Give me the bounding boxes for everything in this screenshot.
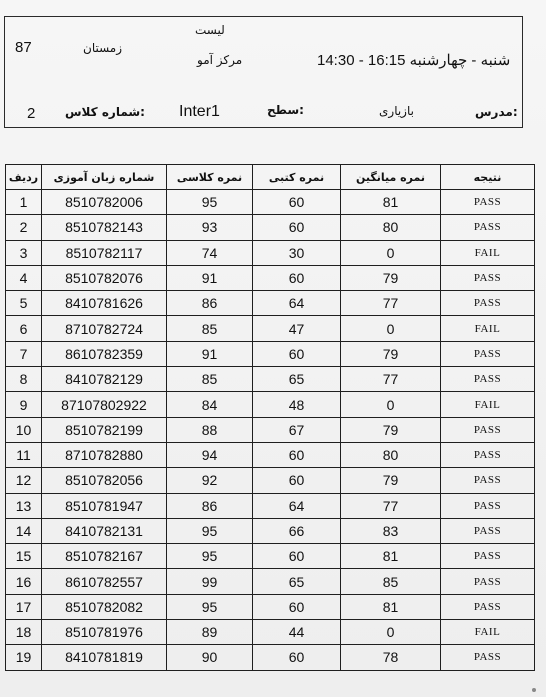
table-row xyxy=(6,468,535,493)
list-title: لیست xyxy=(195,23,225,37)
cell-student-id: 8510782199 xyxy=(42,417,167,442)
teacher-value: بازیاری xyxy=(379,104,414,118)
cell-student-id: 8510781976 xyxy=(42,620,167,645)
cell-average-grade: 79 xyxy=(341,468,441,493)
table-row xyxy=(6,341,535,366)
table-row xyxy=(6,493,535,518)
cell-average-grade: 0 xyxy=(341,392,441,417)
table-row xyxy=(6,316,535,341)
cell-average-grade: 81 xyxy=(341,544,441,569)
cell-result: PASS xyxy=(441,215,535,240)
cell-class-grade: 91 xyxy=(167,341,253,366)
cell-student-id: 8510782006 xyxy=(42,190,167,215)
header-average-grade: نمره میانگین xyxy=(341,165,441,190)
cell-average-grade: 78 xyxy=(341,645,441,670)
cell-row-number: 8 xyxy=(6,367,42,392)
cell-row-number: 9 xyxy=(6,392,42,417)
cell-student-id: 8510782167 xyxy=(42,544,167,569)
cell-row-number: 15 xyxy=(6,544,42,569)
center-name: مرکز آمو xyxy=(197,53,243,67)
cell-result: FAIL xyxy=(441,392,535,417)
cell-student-id: 8610782359 xyxy=(42,341,167,366)
table-row xyxy=(6,392,535,417)
table-row xyxy=(6,265,535,290)
cell-average-grade: 85 xyxy=(341,569,441,594)
cell-row-number: 5 xyxy=(6,291,42,316)
cell-average-grade: 0 xyxy=(341,240,441,265)
cell-average-grade: 80 xyxy=(341,442,441,467)
table-row xyxy=(6,518,535,543)
cell-written-grade: 67 xyxy=(253,417,341,442)
cell-result: FAIL xyxy=(441,316,535,341)
cell-result: PASS xyxy=(441,569,535,594)
cell-written-grade: 30 xyxy=(253,240,341,265)
cell-class-grade: 95 xyxy=(167,190,253,215)
table-row xyxy=(6,240,535,265)
cell-row-number: 1 xyxy=(6,190,42,215)
cell-student-id: 8410781626 xyxy=(42,291,167,316)
cell-class-grade: 93 xyxy=(167,215,253,240)
cell-result: PASS xyxy=(441,190,535,215)
cell-student-id: 8510781947 xyxy=(42,493,167,518)
cell-row-number: 14 xyxy=(6,518,42,543)
cell-student-id: 8510782143 xyxy=(42,215,167,240)
table-row xyxy=(6,291,535,316)
cell-result: PASS xyxy=(441,518,535,543)
level-value: Inter1 xyxy=(179,103,220,120)
cell-row-number: 12 xyxy=(6,468,42,493)
cell-student-id: 8710782880 xyxy=(42,442,167,467)
cell-written-grade: 60 xyxy=(253,645,341,670)
header-row-number: ردیف xyxy=(6,165,42,190)
cell-student-id: 8510782076 xyxy=(42,265,167,290)
cell-average-grade: 79 xyxy=(341,265,441,290)
cell-student-id: 8410782131 xyxy=(42,518,167,543)
cell-average-grade: 81 xyxy=(341,594,441,619)
cell-written-grade: 60 xyxy=(253,468,341,493)
header-result: نتیجه xyxy=(441,165,535,190)
class-number-value: 2 xyxy=(27,105,36,122)
cell-class-grade: 95 xyxy=(167,544,253,569)
cell-result: PASS xyxy=(441,291,535,316)
cell-average-grade: 81 xyxy=(341,190,441,215)
cell-average-grade: 80 xyxy=(341,215,441,240)
cell-class-grade: 85 xyxy=(167,316,253,341)
cell-result: PASS xyxy=(441,367,535,392)
cell-row-number: 13 xyxy=(6,493,42,518)
term-year: 87 xyxy=(15,39,32,56)
cell-result: PASS xyxy=(441,645,535,670)
header-box xyxy=(4,16,523,128)
table-header-row xyxy=(6,165,535,190)
cell-student-id: 8410781819 xyxy=(42,645,167,670)
cell-row-number: 10 xyxy=(6,417,42,442)
header-student-id: شماره زبان آموزی xyxy=(42,165,167,190)
cell-class-grade: 86 xyxy=(167,493,253,518)
cell-result: PASS xyxy=(441,417,535,442)
cell-class-grade: 89 xyxy=(167,620,253,645)
cell-student-id: 87107802922 xyxy=(42,392,167,417)
scan-speck xyxy=(532,688,536,692)
cell-row-number: 3 xyxy=(6,240,42,265)
table-body xyxy=(6,190,535,671)
cell-result: PASS xyxy=(441,544,535,569)
cell-row-number: 11 xyxy=(6,442,42,467)
cell-row-number: 2 xyxy=(6,215,42,240)
cell-class-grade: 86 xyxy=(167,291,253,316)
cell-class-grade: 84 xyxy=(167,392,253,417)
cell-class-grade: 94 xyxy=(167,442,253,467)
cell-written-grade: 60 xyxy=(253,341,341,366)
table-row xyxy=(6,442,535,467)
table-row xyxy=(6,594,535,619)
table-row xyxy=(6,544,535,569)
cell-average-grade: 0 xyxy=(341,316,441,341)
table-row xyxy=(6,367,535,392)
cell-result: FAIL xyxy=(441,240,535,265)
cell-written-grade: 60 xyxy=(253,190,341,215)
cell-class-grade: 74 xyxy=(167,240,253,265)
cell-class-grade: 95 xyxy=(167,518,253,543)
table-row xyxy=(6,645,535,670)
table-row xyxy=(6,215,535,240)
cell-written-grade: 60 xyxy=(253,215,341,240)
cell-class-grade: 99 xyxy=(167,569,253,594)
class-number-label: شماره کلاس: xyxy=(65,105,145,119)
cell-result: PASS xyxy=(441,442,535,467)
term-season: زمستان xyxy=(83,41,123,55)
cell-class-grade: 91 xyxy=(167,265,253,290)
class-schedule: شنبه - چهارشنبه 16:15 - 14:30 xyxy=(317,52,511,69)
cell-row-number: 17 xyxy=(6,594,42,619)
cell-average-grade: 0 xyxy=(341,620,441,645)
table-row xyxy=(6,620,535,645)
cell-class-grade: 85 xyxy=(167,367,253,392)
cell-written-grade: 66 xyxy=(253,518,341,543)
cell-student-id: 8410782129 xyxy=(42,367,167,392)
cell-result: PASS xyxy=(441,594,535,619)
cell-row-number: 7 xyxy=(6,341,42,366)
cell-student-id: 8510782117 xyxy=(42,240,167,265)
cell-written-grade: 60 xyxy=(253,265,341,290)
cell-student-id: 8510782056 xyxy=(42,468,167,493)
table-row xyxy=(6,190,535,215)
cell-average-grade: 77 xyxy=(341,493,441,518)
teacher-label: مدرس: xyxy=(475,105,518,119)
cell-written-grade: 44 xyxy=(253,620,341,645)
cell-result: PASS xyxy=(441,468,535,493)
cell-class-grade: 92 xyxy=(167,468,253,493)
cell-result: PASS xyxy=(441,265,535,290)
cell-written-grade: 60 xyxy=(253,442,341,467)
cell-row-number: 18 xyxy=(6,620,42,645)
cell-written-grade: 65 xyxy=(253,367,341,392)
cell-row-number: 16 xyxy=(6,569,42,594)
table-row xyxy=(6,569,535,594)
cell-written-grade: 65 xyxy=(253,569,341,594)
cell-average-grade: 77 xyxy=(341,367,441,392)
cell-result: PASS xyxy=(441,493,535,518)
cell-written-grade: 60 xyxy=(253,544,341,569)
cell-written-grade: 64 xyxy=(253,291,341,316)
cell-average-grade: 83 xyxy=(341,518,441,543)
cell-average-grade: 79 xyxy=(341,341,441,366)
header-class-grade: نمره کلاسی xyxy=(167,165,253,190)
cell-row-number: 19 xyxy=(6,645,42,670)
cell-average-grade: 77 xyxy=(341,291,441,316)
cell-result: FAIL xyxy=(441,620,535,645)
cell-row-number: 6 xyxy=(6,316,42,341)
cell-class-grade: 90 xyxy=(167,645,253,670)
cell-result: PASS xyxy=(441,341,535,366)
table-row xyxy=(6,417,535,442)
level-label: سطح: xyxy=(267,103,304,117)
cell-average-grade: 79 xyxy=(341,417,441,442)
cell-class-grade: 95 xyxy=(167,594,253,619)
cell-class-grade: 88 xyxy=(167,417,253,442)
cell-student-id: 8510782082 xyxy=(42,594,167,619)
cell-row-number: 4 xyxy=(6,265,42,290)
header-written-grade: نمره کتبی xyxy=(253,165,341,190)
cell-student-id: 8710782724 xyxy=(42,316,167,341)
cell-written-grade: 47 xyxy=(253,316,341,341)
cell-written-grade: 60 xyxy=(253,594,341,619)
cell-written-grade: 64 xyxy=(253,493,341,518)
cell-student-id: 8610782557 xyxy=(42,569,167,594)
cell-written-grade: 48 xyxy=(253,392,341,417)
grades-table xyxy=(5,164,535,671)
